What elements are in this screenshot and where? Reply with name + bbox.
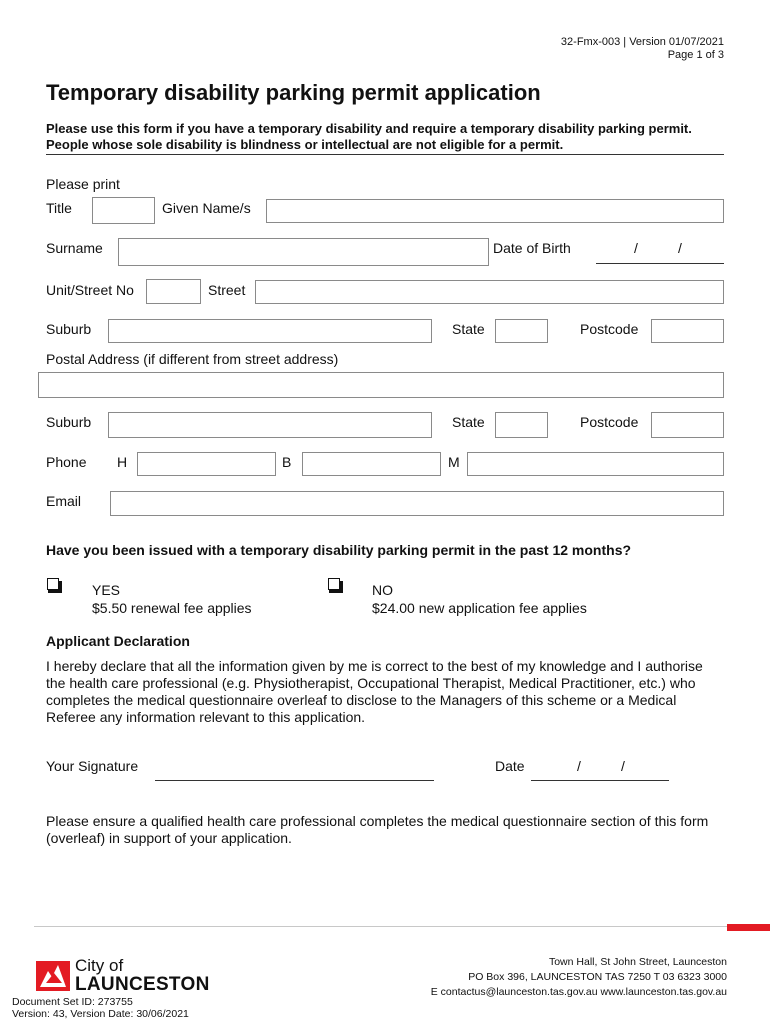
street-field[interactable] — [255, 280, 724, 304]
yes-label: YES — [92, 582, 121, 598]
declaration-heading: Applicant Declaration — [46, 633, 190, 649]
street-label: Street — [208, 282, 246, 298]
no-checkbox[interactable] — [328, 578, 340, 590]
postcode-field[interactable] — [651, 319, 724, 343]
yes-checkbox[interactable] — [47, 578, 59, 590]
postal-postcode-label: Postcode — [580, 414, 639, 430]
postal-state-label: State — [452, 414, 485, 430]
dob-label: Date of Birth — [493, 240, 571, 256]
page-number: Page 1 of 3 — [667, 49, 724, 61]
declaration-date-label: Date — [495, 758, 525, 774]
declaration-text: I hereby declare that all the information given by me is correct to the best of my knowledge and I authorise the health care professional (e.g. Physiotherapist, Occupational Therapist, Medical Practitioner, etc.) who completes the medical questionnaire overleaf to disclose to the Managers of this scheme or a Medical Referee any information relevant to this application. — [46, 658, 703, 725]
dob-field[interactable] — [596, 263, 724, 264]
no-fee-text: $24.00 new application fee applies — [372, 600, 587, 616]
unit-label: Unit/Street No — [46, 282, 134, 298]
phone-home-field[interactable] — [137, 452, 276, 476]
health-professional-note: Please ensure a qualified health care professional completes the medical questionnaire section of this form (overleaf) in support of your application. — [46, 813, 709, 846]
signature-label: Your Signature — [46, 758, 139, 774]
form-id: 32-Fmx-003 | Version 01/07/2021 — [560, 36, 724, 48]
postal-address-label: Postal Address (if different from street address) — [46, 351, 339, 367]
page-title: Temporary disability parking permit application — [46, 80, 541, 105]
document-version: Version: 43, Version Date: 30/06/2021 — [12, 1008, 189, 1020]
phone-business-field[interactable] — [302, 452, 441, 476]
yes-fee-text: $5.50 renewal fee applies — [92, 600, 252, 616]
logo-city-text: City of — [75, 956, 124, 975]
no-label: NO — [372, 582, 393, 598]
suburb-label: Suburb — [46, 321, 92, 337]
phone-label: Phone — [46, 454, 87, 470]
phone-m-label: M — [448, 454, 460, 470]
suburb-field[interactable] — [108, 319, 432, 343]
intro-text: Please use this form if you have a temporary disability and require a temporary disability parking permit. People whose sole disability is blindness or intellectual are not eligible for a permit. — [46, 121, 692, 152]
postal-state-field[interactable] — [495, 412, 548, 438]
footer-accent-bar — [727, 924, 770, 931]
surname-field[interactable] — [118, 238, 489, 266]
footer-address-1: Town Hall, St John Street, Launceston — [548, 956, 727, 968]
please-print-label: Please print — [46, 176, 120, 192]
unit-field[interactable] — [146, 279, 201, 304]
state-field[interactable] — [495, 319, 548, 343]
given-names-label: Given Name/s — [162, 200, 251, 216]
email-field[interactable] — [110, 491, 724, 516]
footer-divider — [34, 926, 727, 927]
dob-sep-2: / — [678, 240, 682, 256]
surname-label: Surname — [46, 240, 103, 256]
state-label: State — [452, 321, 485, 337]
phone-h-label: H — [117, 454, 128, 470]
postal-suburb-label: Suburb — [46, 414, 92, 430]
postal-postcode-field[interactable] — [651, 412, 724, 438]
postal-address-field[interactable] — [38, 372, 724, 398]
footer-address-3: E contactus@launceston.tas.gov.au www.launceston.tas.gov.au — [430, 986, 727, 998]
given-names-field[interactable] — [266, 199, 724, 223]
declaration-date-sep-2: / — [621, 758, 625, 774]
postcode-label: Postcode — [580, 321, 639, 337]
permit-question: Have you been issued with a temporary disability parking permit in the past 12 months? — [46, 542, 632, 558]
launceston-logo-icon — [34, 957, 72, 993]
intro-divider — [46, 154, 724, 155]
phone-b-label: B — [282, 454, 292, 470]
email-label: Email — [46, 493, 82, 509]
phone-mobile-field[interactable] — [467, 452, 724, 476]
postal-suburb-field[interactable] — [108, 412, 432, 438]
declaration-date-field[interactable] — [531, 780, 669, 781]
signature-field[interactable] — [155, 780, 434, 781]
title-label: Title — [46, 200, 72, 216]
dob-sep-1: / — [634, 240, 638, 256]
title-field[interactable] — [92, 197, 155, 224]
declaration-date-sep-1: / — [577, 758, 581, 774]
document-set-id: Document Set ID: 273755 — [12, 996, 133, 1008]
footer-address-2: PO Box 396, LAUNCESTON TAS 7250 T 03 6323 3000 — [468, 971, 727, 983]
logo-name-text: LAUNCESTON — [75, 974, 210, 995]
